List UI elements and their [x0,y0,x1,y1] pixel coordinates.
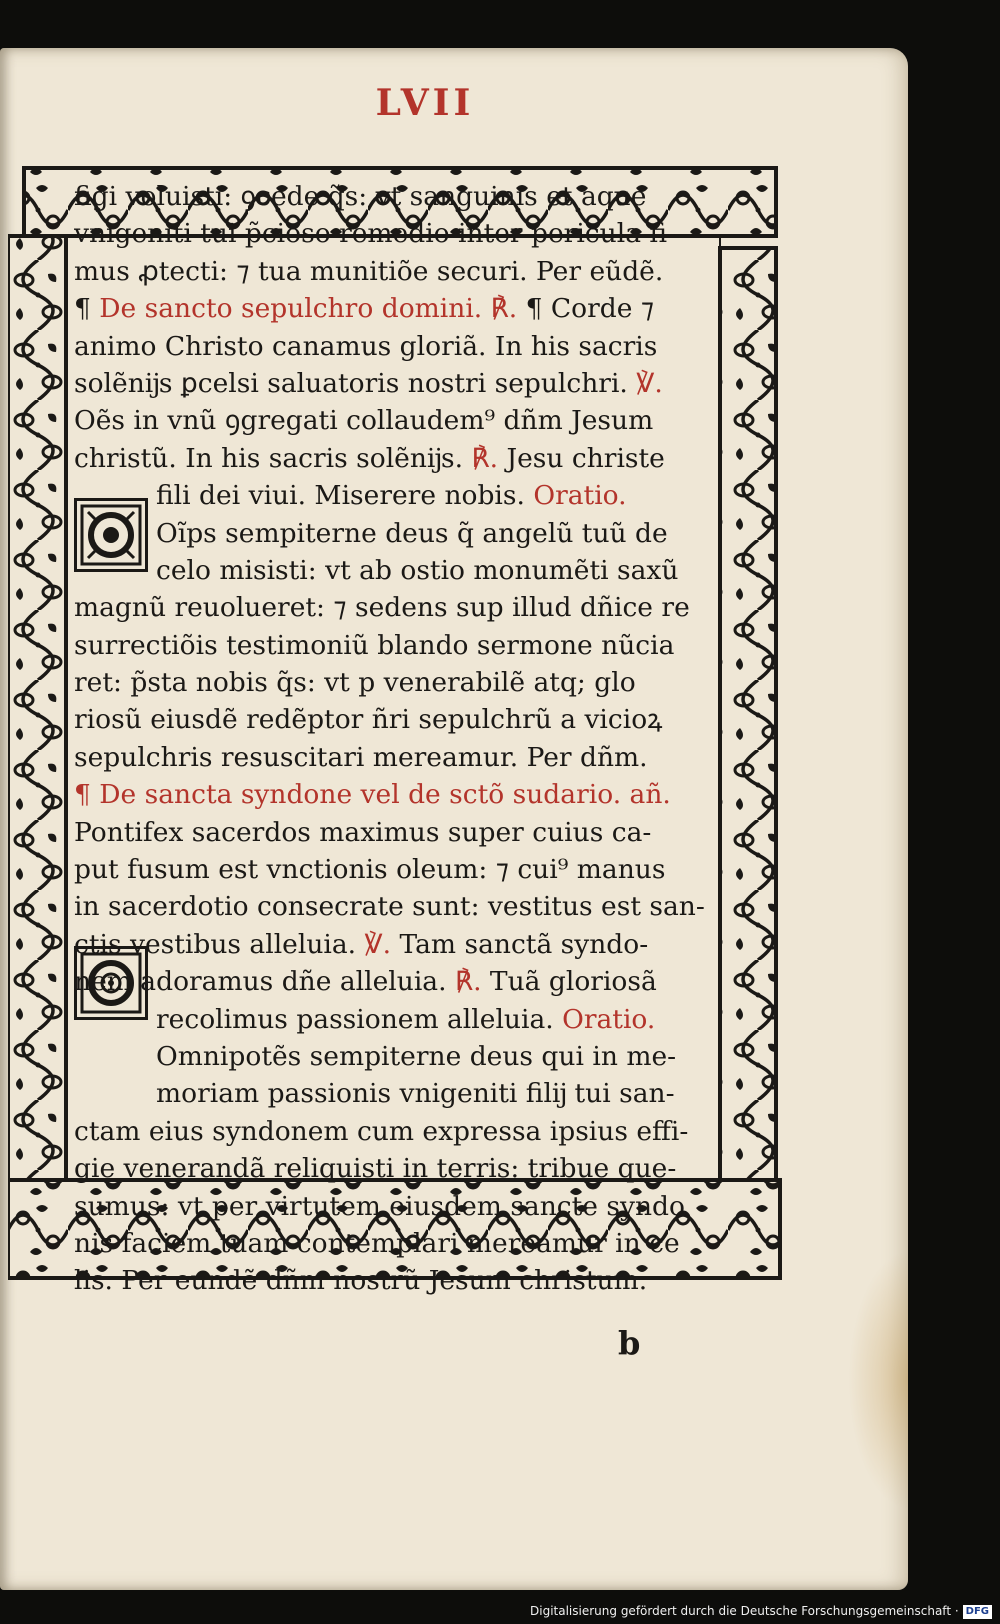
rubric-text: ℟. [454,966,482,998]
text-line: Pontifex sacerdos maximus super cuius ca- [74,816,652,848]
text-line: magnũ reuolueret: ⁊ sedens sup illud dñice re [74,592,690,624]
text-line: put fusum est vnctionis oleum: ⁊ cui⁹ manus [74,854,666,886]
rubric-text: ℣. [364,928,392,960]
text-line: Oĩps sempiterne deus q̃ angelũ tuũ de [156,517,668,549]
rubric-text: Oratio. [533,480,627,512]
folio-number: LVII [375,82,475,124]
rubric-text: Oratio. [562,1003,656,1035]
dfg-logo: DFG [963,1605,992,1619]
text-line: sepulchris resuscitari mereamur. Per dñm. [74,741,648,773]
text-line: ctam eius syndonem cum expressa ipsius effi- [74,1115,689,1147]
text-line: solẽnĳs ꝑcelsi saluatoris nostri sepulchri. ℣. [74,367,663,399]
text-line: ¶ De sancto sepulchro domini. ℟. ¶ Corde ⁊ [74,293,655,325]
text-line: recolimus passionem alleluia. Oratio. [156,1003,656,1035]
text-line: fili dei viui. Miserere nobis. Oratio. [156,480,627,512]
text-line: figi voluisti: ꝯcede q̃s: vt sanguinis et aque [74,181,647,212]
text-line: moriam passionis vnigeniti filĳ tui san- [156,1078,675,1110]
text-line: in sacerdotio consecrate sunt: vestitus est san- [74,891,705,923]
text-line: celo misisti: vt ab ostio monumẽti saxũ [156,554,679,586]
rubric-text: ℣. [636,367,663,399]
signature-mark: b [618,1324,641,1362]
text-line: christũ. In his sacris solẽnĳs. ℟. Jesu christe [74,442,665,474]
rubric-text: ℟. [471,442,499,474]
digitization-footer [0,1598,1000,1624]
text-line: gie venerandã reliquisti in terris: tribue que- [74,1153,677,1185]
text-line: vnigeniti tui p̃cioso remedio inter pericula fi- [74,218,677,250]
book-page [0,48,908,1590]
text-line: nis faciem tuam contemplari mereamur in ce [74,1227,680,1259]
text-line: mus ꝓtecti: ⁊ tua munitiõe securi. Per eũdẽ. [74,255,664,287]
text-line: ¶ De sancta syndone vel de sctõ sudario. añ. [74,779,671,811]
text-line: Oẽs in vnũ ꝯgregati collaudem⁹ dñm Jesum [74,405,654,437]
footer-text: Digitalisierung gefördert durch die Deutsche Forschungsgemeinschaft · [530,1604,959,1618]
rubric-text: De sancto sepulchro domini. ℟. [99,293,518,325]
text-line: sumus: vt per virtutem eiusdem sancte syndo [74,1190,685,1222]
text-line: nem adoramus dñe alleluia. ℟. Tuã gloriosã [74,966,657,998]
text-line: lis. Per eundẽ dñm nostrũ Jesum christum. [74,1265,648,1297]
text-line: ctis vestibus alleluia. ℣. Tam sanctã syndo- [74,928,649,960]
text-line: surrectiõis testimoniũ blando sermone nũcia [74,629,675,661]
text-line: ret: p̃sta nobis q̃s: vt p venerabilẽ atq; glo [74,667,636,699]
text-line: riosũ eiusdẽ redẽptor ñri sepulchrũ a vicioꝝ [74,704,663,736]
text-line: animo Christo canamus gloriã. In his sacris [74,330,658,362]
text-line: Omnipotẽs sempiterne deus qui in me- [156,1040,677,1072]
text-block [74,178,706,1300]
